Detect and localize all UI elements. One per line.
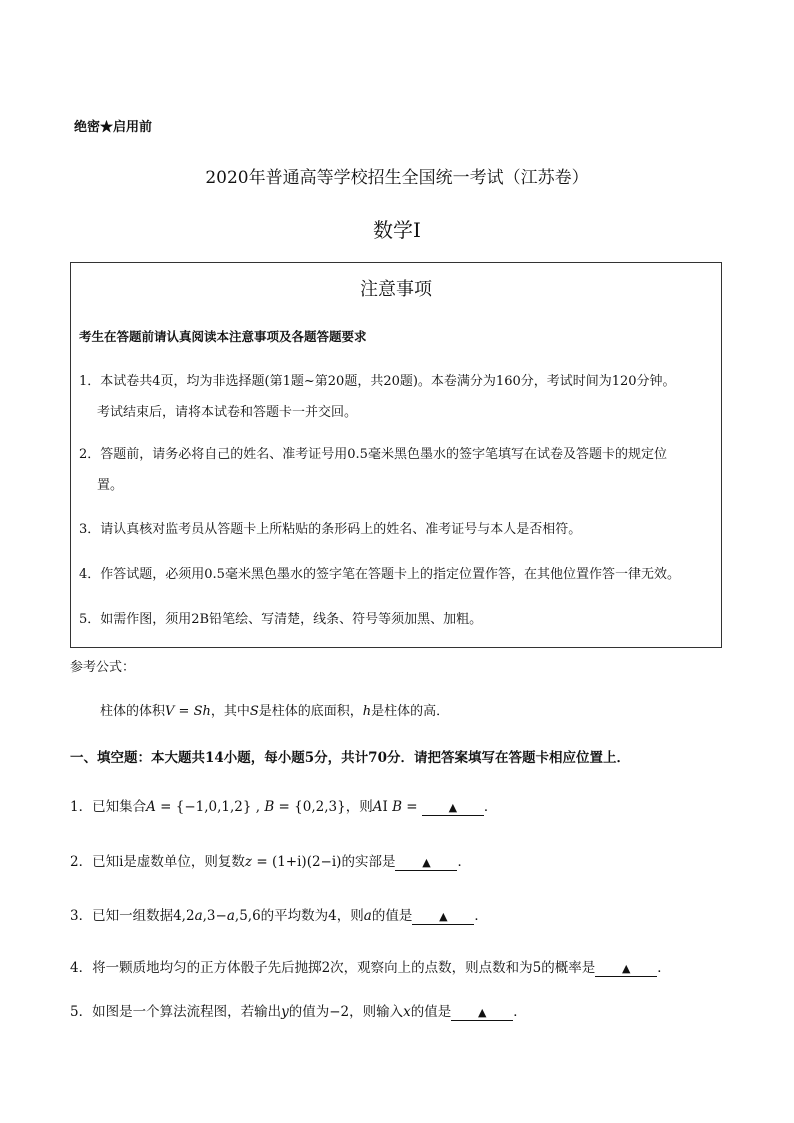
question-1-intersect: I	[382, 799, 393, 815]
formula-end: 是柱体的高．	[371, 704, 450, 719]
question-3-text-a: 已知一组数据	[92, 908, 174, 924]
notice-item-3	[79, 523, 719, 536]
notice-item-2-line2: 置。	[97, 478, 124, 493]
question-5-text-d: 的值是	[410, 1004, 452, 1020]
notice-item-1	[79, 375, 719, 419]
question-4-end: ．	[657, 960, 671, 976]
question-4-number: 4．	[70, 960, 93, 976]
notice-item-1-line1: 1．本试卷共4页，均为非选择题(第1题~第20题，共20题)。本卷满分为160分，考试时间为120分钟。	[79, 374, 676, 389]
question-4-answer-blank: ▲	[595, 962, 657, 977]
question-3-text-b: 的平均数为4，则	[260, 908, 364, 924]
formula-mid1: ，其中	[210, 704, 250, 719]
question-5-answer-blank: ▲	[451, 1006, 513, 1021]
question-1-set-a: = {−1,0,1,2} ,	[155, 799, 265, 815]
question-5	[70, 1000, 527, 1021]
question-1-set-b: = {0,2,3}	[274, 799, 346, 815]
question-3-text-c: 的值是	[371, 908, 413, 924]
notice-item-1-line2: 考试结束后，请将本试卷和答题卡一并交回。	[97, 405, 358, 420]
question-5-var-y: y	[281, 1004, 289, 1020]
notice-intro: 考生在答题前请认真阅读本注意事项及各题答题要求	[79, 329, 367, 344]
question-3-data-3: ,5,6	[234, 908, 261, 924]
reference-formula	[100, 700, 449, 719]
question-1-math-b2: B	[392, 799, 402, 815]
formula-prefix: 柱体的体积	[100, 704, 166, 719]
question-3-answer-blank: ▲	[412, 910, 474, 925]
notice-item-4	[79, 568, 719, 581]
question-3-data-2: ,3−	[202, 908, 227, 924]
reference-formula-label: 参考公式：	[70, 660, 136, 675]
notice-box	[70, 262, 722, 648]
notice-item-2-line1: 2．答题前，请务必将自己的姓名、准考证号用0.5毫米黑色墨水的签字笔填写在试卷及答题卡的规定位	[79, 447, 667, 462]
formula-sh: Sh	[193, 704, 211, 719]
question-1-math-b: B	[264, 799, 275, 815]
question-3-data-1: 4,2	[173, 908, 195, 924]
notice-item-4-line1: 4．作答试题，必须用0.5毫米黑色墨水的签字笔在答题卡上的指定位置作答，在其他位置作答一律无效。	[79, 567, 680, 582]
formula-s: S	[249, 704, 259, 719]
notice-item-3-line1: 3．请认真核对监考员从答题卡上所粘贴的条形码上的姓名、准考证号与本人是否相符。	[79, 522, 582, 537]
section-heading: 一、填空题：本大题共14小题，每小题5分，共计70分．请把答案填写在答题卡相应位置上．	[70, 750, 630, 766]
question-3-var-a3: a	[363, 908, 372, 924]
question-2-answer-blank: ▲	[395, 856, 457, 871]
question-2-end: ．	[457, 854, 471, 870]
question-5-number: 5．	[70, 1004, 93, 1020]
notice-item-5-line1: 5．如需作图，须用2B铅笔绘、写清楚，线条、符号等须加黑、加粗。	[79, 612, 483, 627]
question-2-text-a: 已知i是虚数单位，则复数	[92, 854, 245, 870]
question-3-number: 3．	[70, 908, 93, 924]
question-1	[70, 795, 497, 816]
notice-title: 注意事项	[360, 279, 432, 300]
question-1-text-b: ，则	[345, 799, 373, 815]
question-1-equals: =	[402, 799, 422, 815]
formula-v: V	[165, 704, 175, 719]
formula-mid2: 是柱体的底面积，	[258, 704, 363, 719]
question-5-var-x: x	[403, 1004, 411, 1020]
question-1-text-a: 已知集合	[92, 799, 147, 815]
question-1-answer-blank: ▲	[422, 801, 484, 816]
question-4	[70, 956, 671, 977]
question-1-math-a2: A	[372, 799, 383, 815]
question-1-math-a: A	[146, 799, 156, 815]
question-2-expression: = (1+i)(2−i)	[252, 854, 342, 870]
exam-title: 2020年普通高等学校招生全国统一考试（江苏卷）	[205, 168, 589, 188]
question-5-text-c: ，则输入	[349, 1004, 404, 1020]
question-3-end: ．	[474, 908, 488, 924]
question-1-number: 1．	[70, 799, 93, 815]
question-5-text-b: 的值为	[288, 1004, 330, 1020]
question-1-end: ．	[483, 799, 498, 815]
confidential-label: 绝密★启用前	[74, 120, 153, 135]
question-5-text-a: 如图是一个算法流程图，若输出	[92, 1004, 282, 1020]
notice-item-2	[79, 448, 719, 492]
subject-title: 数学Ⅰ	[373, 218, 421, 242]
question-4-text-a: 将一颗质地均匀的正方体骰子先后抛掷2次，观察向上的点数，则点数和为5的概率是	[92, 960, 596, 976]
question-3-var-a1: a	[194, 908, 203, 924]
question-3-var-a2: a	[226, 908, 235, 924]
formula-h: h	[362, 704, 372, 719]
notice-item-5	[79, 613, 719, 626]
question-2-math-z: z	[244, 854, 253, 870]
question-2-text-b: 的实部是	[341, 854, 396, 870]
question-5-value: −2	[329, 1004, 350, 1020]
question-2	[70, 850, 471, 871]
formula-eq: =	[174, 704, 194, 719]
question-2-number: 2．	[70, 854, 93, 870]
question-5-end: ．	[513, 1004, 527, 1020]
question-3	[70, 904, 488, 925]
